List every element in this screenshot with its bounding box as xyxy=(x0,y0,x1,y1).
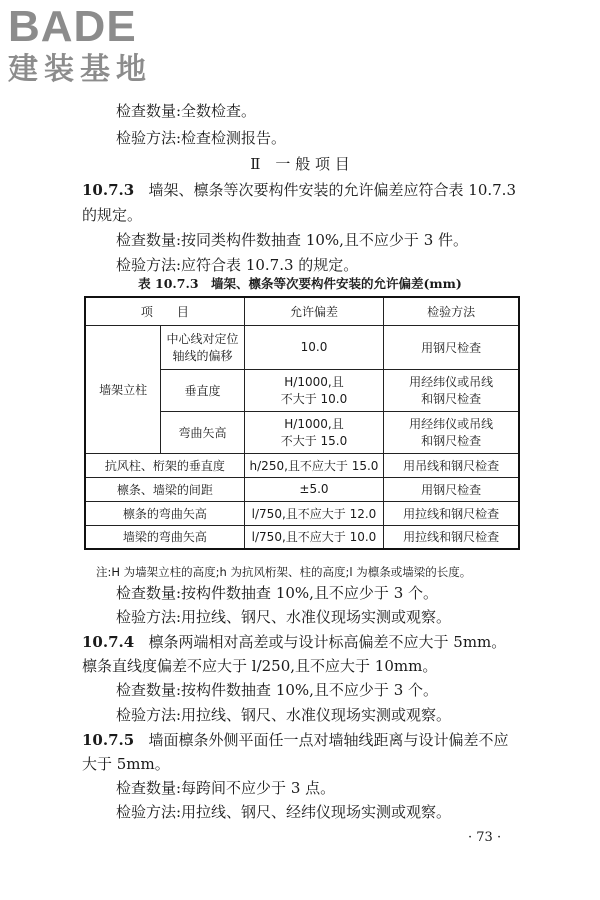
sub-item-cell: 弯曲矢高 xyxy=(161,411,245,453)
table-row xyxy=(85,453,519,477)
item-cell: 墙梁的弯曲矢高 xyxy=(85,525,244,549)
cell-line: 和钢尺检查 xyxy=(421,434,482,448)
clause-continuation: 的规定。 xyxy=(82,206,143,224)
check-method-line: 检验方法:用拉线、钢尺、经纬仪现场实测或观察。 xyxy=(116,803,452,821)
header-item: 项 目 xyxy=(85,297,244,325)
method-cell: 用拉线和钢尺检查 xyxy=(384,525,519,549)
cell-line: 不大于 15.0 xyxy=(280,434,348,448)
method-cell xyxy=(384,325,519,369)
tolerance-cell: l/750,且不应大于 12.0 xyxy=(244,501,383,525)
method-cell: 用吊线和钢尺检查 xyxy=(384,453,519,477)
cell-line: 10.0 xyxy=(300,340,328,354)
table-row xyxy=(85,325,519,369)
sub-item-cell xyxy=(161,325,245,369)
table-note: 注:H 为墙架立柱的高度;h 为抗风桁架、柱的高度;l 为檩条或墙梁的长度。 xyxy=(96,565,472,579)
tolerance-cell: ±5.0 xyxy=(244,477,383,501)
cell-line: 用经纬仪或吊线 xyxy=(409,417,494,431)
cell-line: 用钢尺检查 xyxy=(421,340,482,355)
cell-line: 中心线对定位 xyxy=(166,332,239,346)
tolerance-cell: h/250,且不应大于 15.0 xyxy=(244,453,383,477)
tolerance-cell xyxy=(244,369,383,411)
header-tolerance: 允许偏差 xyxy=(244,297,383,325)
check-method-line: 检验方法:用拉线、钢尺、水准仪现场实测或观察。 xyxy=(116,608,452,626)
cell-line: 不大于 10.0 xyxy=(280,392,348,406)
publisher-logo xyxy=(8,2,178,88)
check-quantity-line: 检查数量:按构件数抽查 10%,且不应少于 3 个。 xyxy=(116,584,439,602)
table-row xyxy=(85,525,519,549)
clause-10-7-3 xyxy=(82,180,516,200)
item-cell: 檩条、墙梁的间距 xyxy=(85,477,244,501)
clause-continuation: 檩条直线度偏差不应大于 l/250,且不应大于 10mm。 xyxy=(82,657,438,675)
clause-continuation: 大于 5mm。 xyxy=(82,755,170,773)
clause-10-7-5 xyxy=(82,730,509,750)
item-cell: 檩条的弯曲矢高 xyxy=(85,501,244,525)
sub-item-cell: 垂直度 xyxy=(161,369,245,411)
tolerance-table xyxy=(84,296,520,550)
method-cell: 用拉线和钢尺检查 xyxy=(384,501,519,525)
table-title: 表 10.7.3 墙架、檩条等次要构件安装的允许偏差(mm) xyxy=(138,276,462,291)
table-row xyxy=(85,477,519,501)
check-method-line: 检验方法:检查检测报告。 xyxy=(116,129,287,147)
method-cell xyxy=(384,411,519,453)
check-method-line: 检验方法:用拉线、钢尺、水准仪现场实测或观察。 xyxy=(116,706,452,724)
method-cell: 用钢尺检查 xyxy=(384,477,519,501)
logo-wordmark: BADE xyxy=(8,2,137,51)
tolerance-cell: l/750,且不应大于 10.0 xyxy=(244,525,383,549)
clause-number: 10.7.3 xyxy=(82,181,135,199)
cell-line: 用经纬仪或吊线 xyxy=(409,375,494,389)
page-number: · 73 · xyxy=(468,830,502,845)
clause-number: 10.7.4 xyxy=(82,633,135,651)
cell-line: H/1000,且 xyxy=(284,375,344,389)
table-header-row xyxy=(85,297,519,325)
logo-subtitle: 建装基地 xyxy=(8,52,152,87)
tolerance-cell xyxy=(244,411,383,453)
cell-line: 轴线的偏移 xyxy=(172,349,233,363)
group-cell: 墙架立柱 xyxy=(85,325,161,453)
check-quantity-line: 检查数量:按同类构件数抽查 10%,且不应少于 3 件。 xyxy=(116,231,469,249)
item-cell: 抗风柱、桁架的垂直度 xyxy=(85,453,244,477)
clause-text: 墙架、檩条等次要构件安装的允许偏差应符合表 10.7.3 xyxy=(148,181,516,199)
clause-text: 墙面檩条外侧平面任一点对墙轴线距离与设计偏差不应 xyxy=(148,731,509,749)
check-quantity-line: 检查数量:每跨间不应少于 3 点。 xyxy=(116,779,336,797)
check-quantity-line: 检查数量:全数检查。 xyxy=(116,102,257,120)
clause-10-7-4 xyxy=(82,632,506,652)
method-cell xyxy=(384,369,519,411)
header-method: 检验方法 xyxy=(384,297,519,325)
check-quantity-line: 检查数量:按构件数抽查 10%,且不应少于 3 个。 xyxy=(116,681,439,699)
check-method-line: 检验方法:应符合表 10.7.3 的规定。 xyxy=(116,256,359,274)
table-row xyxy=(85,501,519,525)
clause-number: 10.7.5 xyxy=(82,731,135,749)
clause-text: 檩条两端相对高差或与设计标高偏差不应大于 5mm。 xyxy=(148,633,507,651)
cell-line: H/1000,且 xyxy=(284,417,344,431)
subsection-heading: Ⅱ 一 般 项 目 xyxy=(250,155,350,173)
cell-line: 和钢尺检查 xyxy=(421,392,482,406)
tolerance-cell xyxy=(244,325,383,369)
